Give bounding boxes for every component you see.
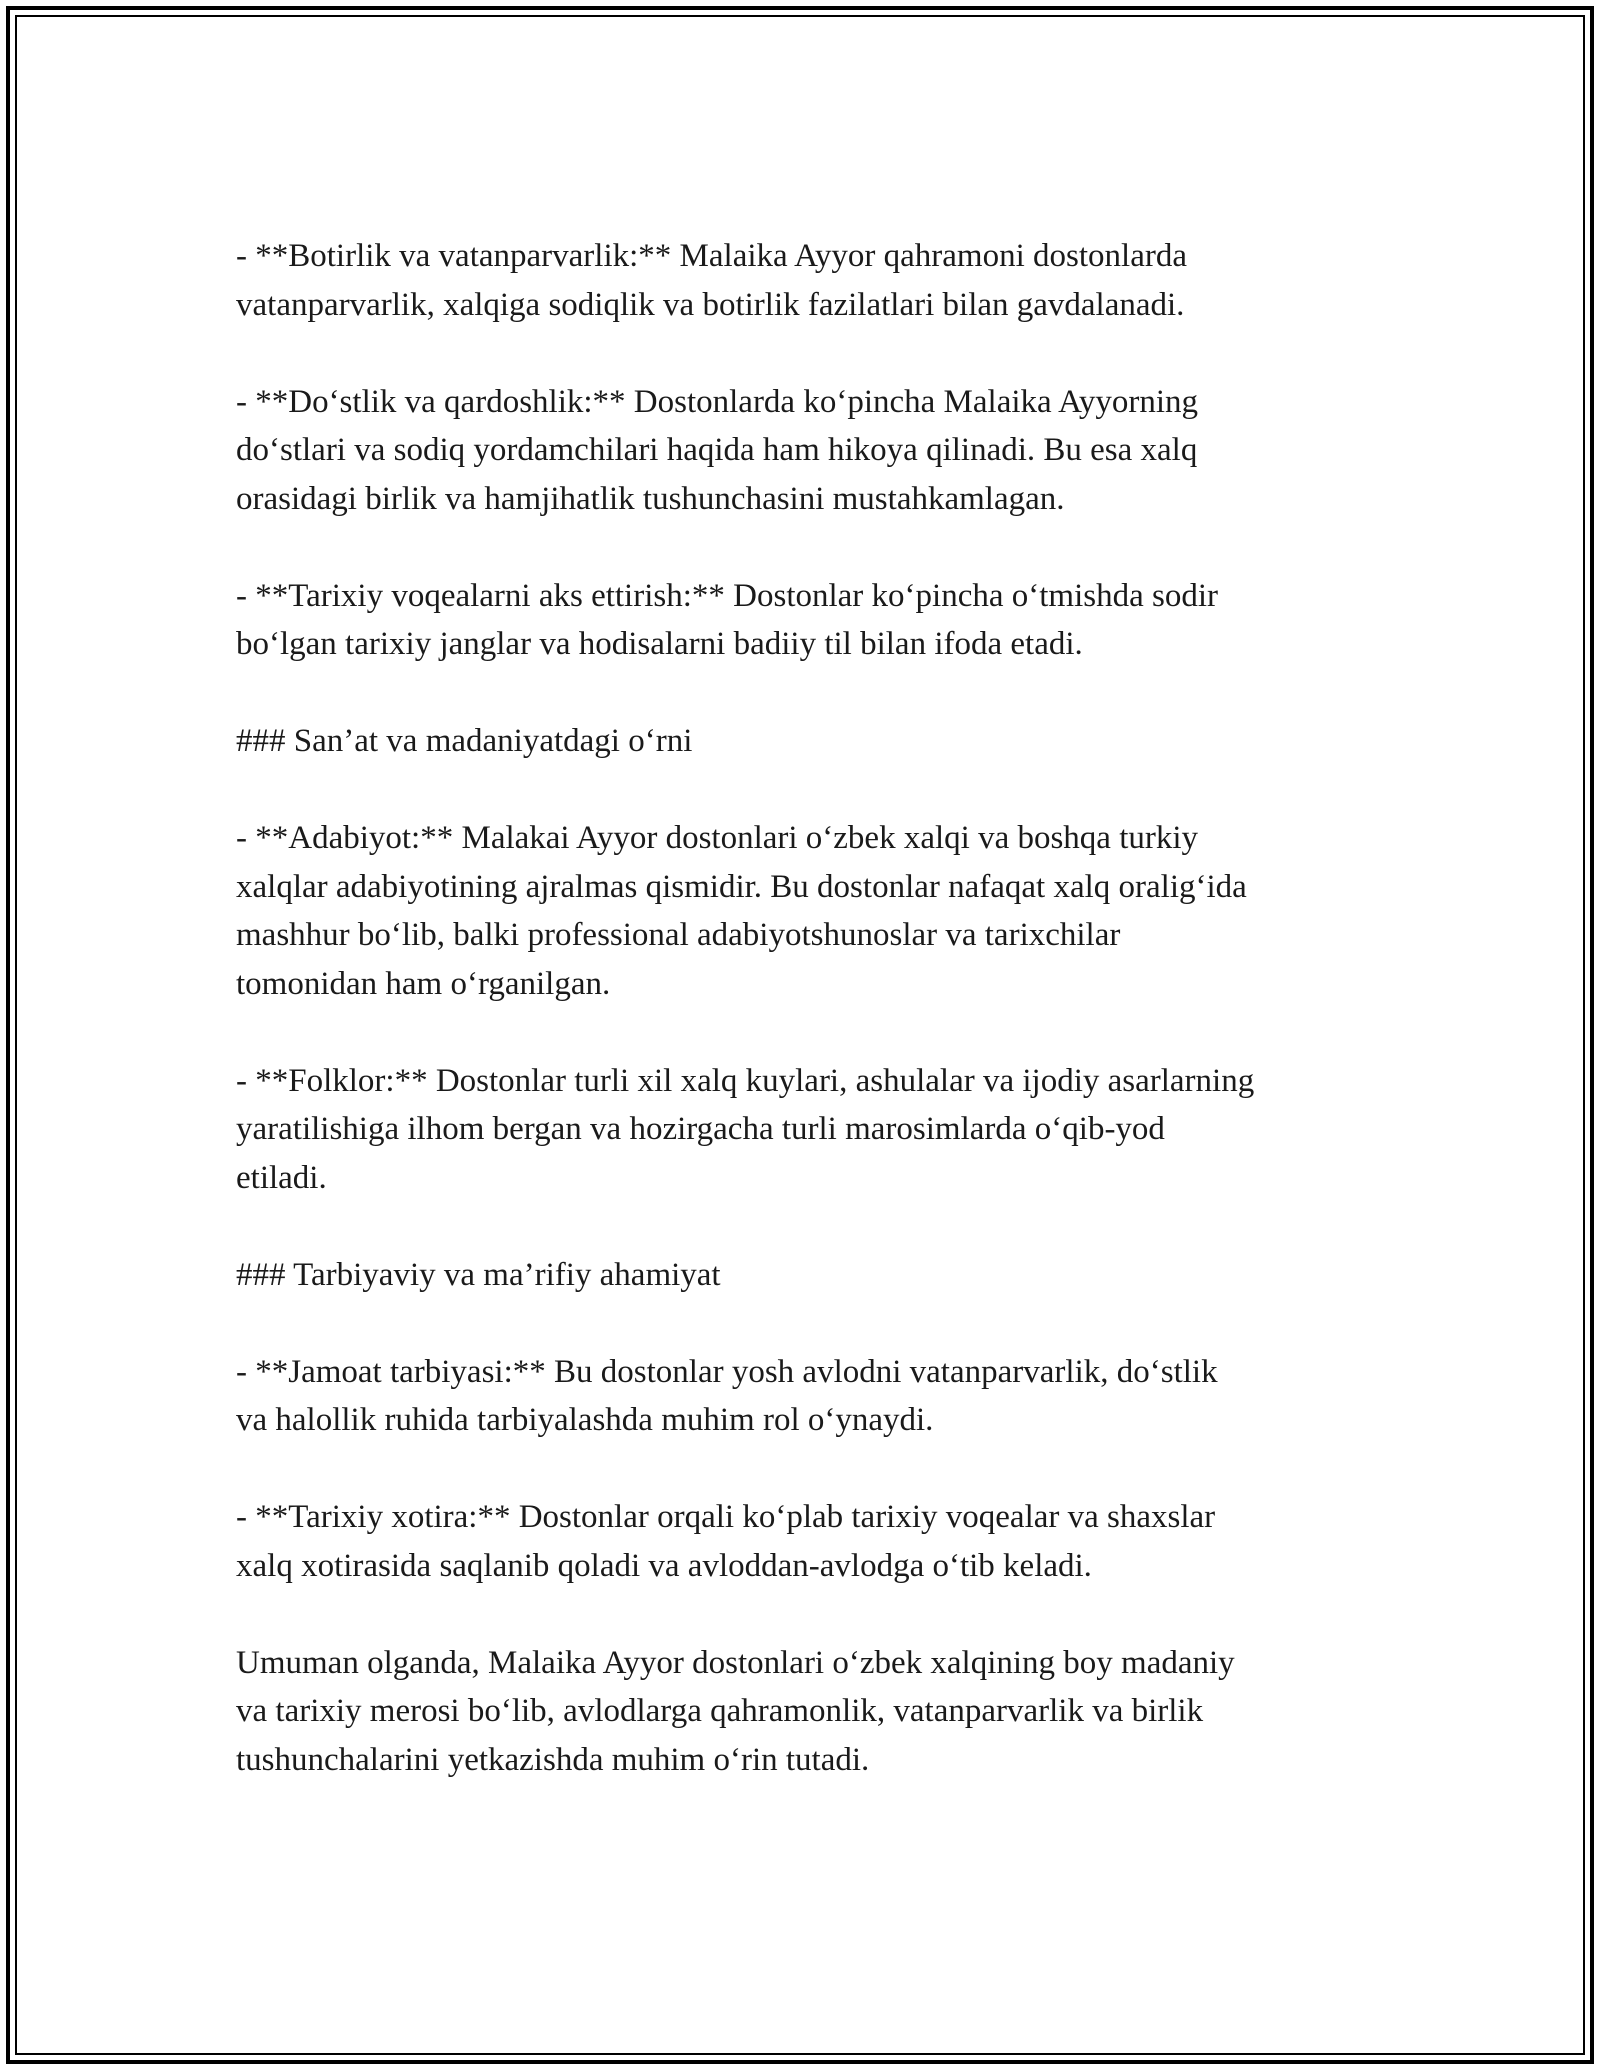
list-item-folklor: - **Folklor:** Dostonlar turli xil xalq kuylari, ashulalar va ijodiy asarlarning yaratilishiga ilhom bergan va hozirgacha turli marosimlarda o‘qib-yod etiladi. bbox=[236, 1062, 1255, 1196]
list-item-adabiyot: - **Adabiyot:** Malakai Ayyor dostonlari o‘zbek xalqi va boshqa turkiy xalqlar adabiyotining ajralmas qismidir. Bu dostonlar nafaqat xalq oralig‘ida mashhur bo‘lib, balki professional adabiyotshunoslar va tarixchilar tomonidan ham o‘rganilgan. bbox=[236, 820, 1247, 1002]
section-heading-sanat: ### San’at va madaniyatdagi o‘rni bbox=[236, 723, 693, 759]
document-body bbox=[236, 232, 1386, 1784]
section-heading-tarbiyaviy: ### Tarbiyaviy va ma’rifiy ahamiyat bbox=[236, 1256, 721, 1293]
conclusion-paragraph: Umuman olganda, Malaika Ayyor dostonlari o‘zbek xalqining boy madaniy va tarixiy merosi bo‘lib, avlodlarga qahramonlik, vatanparvarlik va birlik tushunchalarini yetkazishda muhim o‘rin tutadi. bbox=[236, 1644, 1235, 1778]
list-item-tarixiy-voqealar: - **Tarixiy voqealarni aks ettirish:** Dostonlar ko‘pincha o‘tmishda sodir bo‘lgan tarixiy janglar va hodisalarni badiiy til bilan ifoda etadi. bbox=[236, 577, 1218, 662]
list-item-botirlik: - **Botirlik va vatanparvarlik:** Malaika Ayyor qahramoni dostonlarda vatanparvarlik, xalqiga sodiqlik va botirlik fazilatlari bilan gavdalanadi. bbox=[236, 238, 1187, 323]
list-item-dostlik: - **Do‘stlik va qardoshlik:** Dostonlarda ko‘pincha Malaika Ayyorning do‘stlari va sodiq yordamchilari haqida ham hikoya qilinadi. Bu esa xalq orasidagi birlik va hamjihatlik tushunchasini mustahkamlagan. bbox=[236, 383, 1199, 517]
list-item-jamoat-tarbiyasi: - **Jamoat tarbiyasi:** Bu dostonlar yosh avlodni vatanparvarlik, do‘stlik va halollik ruhida tarbiyalashda muhim rol o‘ynaydi. bbox=[236, 1353, 1218, 1438]
list-item-tarixiy-xotira: - **Tarixiy xotira:** Dostonlar orqali ko‘plab tarixiy voqealar va shaxslar xalq xotirasida saqlanib qoladi va avloddan-avlodga o‘tib keladi. bbox=[236, 1499, 1216, 1584]
